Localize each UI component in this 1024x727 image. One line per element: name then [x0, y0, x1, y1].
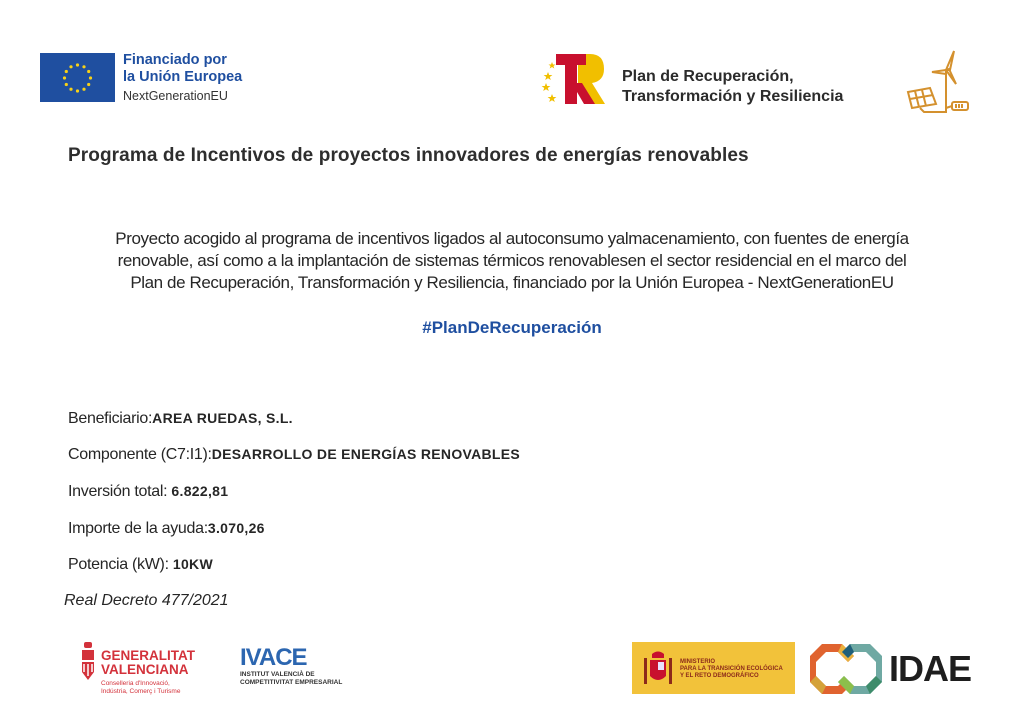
prtr-label	[622, 67, 843, 107]
ministry-line-3: Y EL RETO DEMOGRÁFICO	[680, 673, 759, 679]
generalitat-line-1: GENERALITAT	[101, 648, 195, 663]
ministry-line-2: PARA LA TRANSICIÓN ECOLÓGICA	[680, 666, 783, 672]
idae-wordmark: IDAE	[889, 648, 972, 689]
generalitat-crest-icon	[80, 642, 96, 682]
eu-line-1: Financiado por	[123, 52, 227, 68]
field-value: AREA RUEDAS, S.L.	[152, 410, 293, 426]
ivace-sub-1: INSTITUT VALENCIÀ DE	[240, 671, 315, 678]
field-componente	[68, 446, 520, 464]
field-value: DESARROLLO DE ENERGÍAS RENOVABLES	[211, 446, 521, 462]
field-label: Componente (C7:I1):	[68, 446, 212, 463]
field-label: Inversión total:	[68, 483, 168, 500]
field-value: 3.070,26	[207, 520, 265, 536]
ivace-wordmark: IVACE	[240, 644, 307, 671]
eu-flag-logo	[40, 53, 115, 102]
ministry-line-1: MINISTERIO	[680, 659, 716, 665]
generalitat-logo	[101, 649, 195, 696]
interlocked-octagons-icon	[808, 642, 884, 696]
prtr-tr-icon	[540, 50, 606, 106]
description-line-1: Proyecto acogido al programa de incentivos ligados al autoconsumo yalmacenamiento, con fuentes de energía	[115, 229, 909, 248]
field-importe-ayuda	[68, 520, 265, 538]
field-label: Potencia (kW):	[68, 556, 169, 573]
field-potencia	[68, 556, 213, 574]
field-inversion-total	[68, 483, 228, 501]
prtr-line-2: Transformación y Resiliencia	[622, 88, 844, 105]
prtr-logo	[540, 50, 606, 106]
field-value: 6.822,81	[171, 483, 229, 499]
wind-solar-battery-icon	[902, 48, 972, 114]
eu-funding-label	[123, 52, 242, 105]
hashtag: #PlanDeRecuperación	[422, 318, 602, 337]
field-label: Beneficiario:	[68, 410, 153, 427]
ivace-logo	[240, 646, 342, 687]
generalitat-sub-2: Indústria, Comerç i Turisme	[101, 688, 181, 695]
eu-stars-icon	[40, 53, 115, 102]
field-label: Importe de la ayuda:	[68, 520, 208, 537]
generalitat-line-2: VALENCIANA	[101, 662, 189, 677]
idae-symbol-icon	[808, 642, 884, 696]
decree-reference: Real Decreto 477/2021	[64, 592, 229, 609]
generalitat-sub-1: Conselleria d'Innovació,	[101, 680, 170, 687]
field-beneficiario	[68, 410, 293, 428]
field-value: 10KW	[172, 556, 213, 572]
spain-coat-of-arms-icon	[642, 650, 674, 688]
eu-line-3: NextGenerationEU	[123, 89, 228, 103]
project-description	[60, 228, 964, 294]
description-line-2: renovable, así como a la implantación de sistemas térmicos renovablesen el sector residencial en el marco del	[117, 251, 907, 270]
description-line-3: Plan de Recuperación, Transformación y Resiliencia, financiado por la Unión Europea - NextGenerationEU	[130, 273, 894, 292]
program-title: Programa de Incentivos de proyectos innovadores de energías renovables	[68, 145, 749, 166]
prtr-line-1: Plan de Recuperación,	[622, 68, 794, 85]
crest-icon	[80, 642, 96, 682]
wind-turbine-icon	[902, 48, 972, 114]
ministry-logo	[632, 642, 795, 694]
eu-line-2: la Unión Europea	[123, 69, 243, 85]
ivace-sub-2: COMPETITIVITAT EMPRESARIAL	[240, 679, 343, 686]
